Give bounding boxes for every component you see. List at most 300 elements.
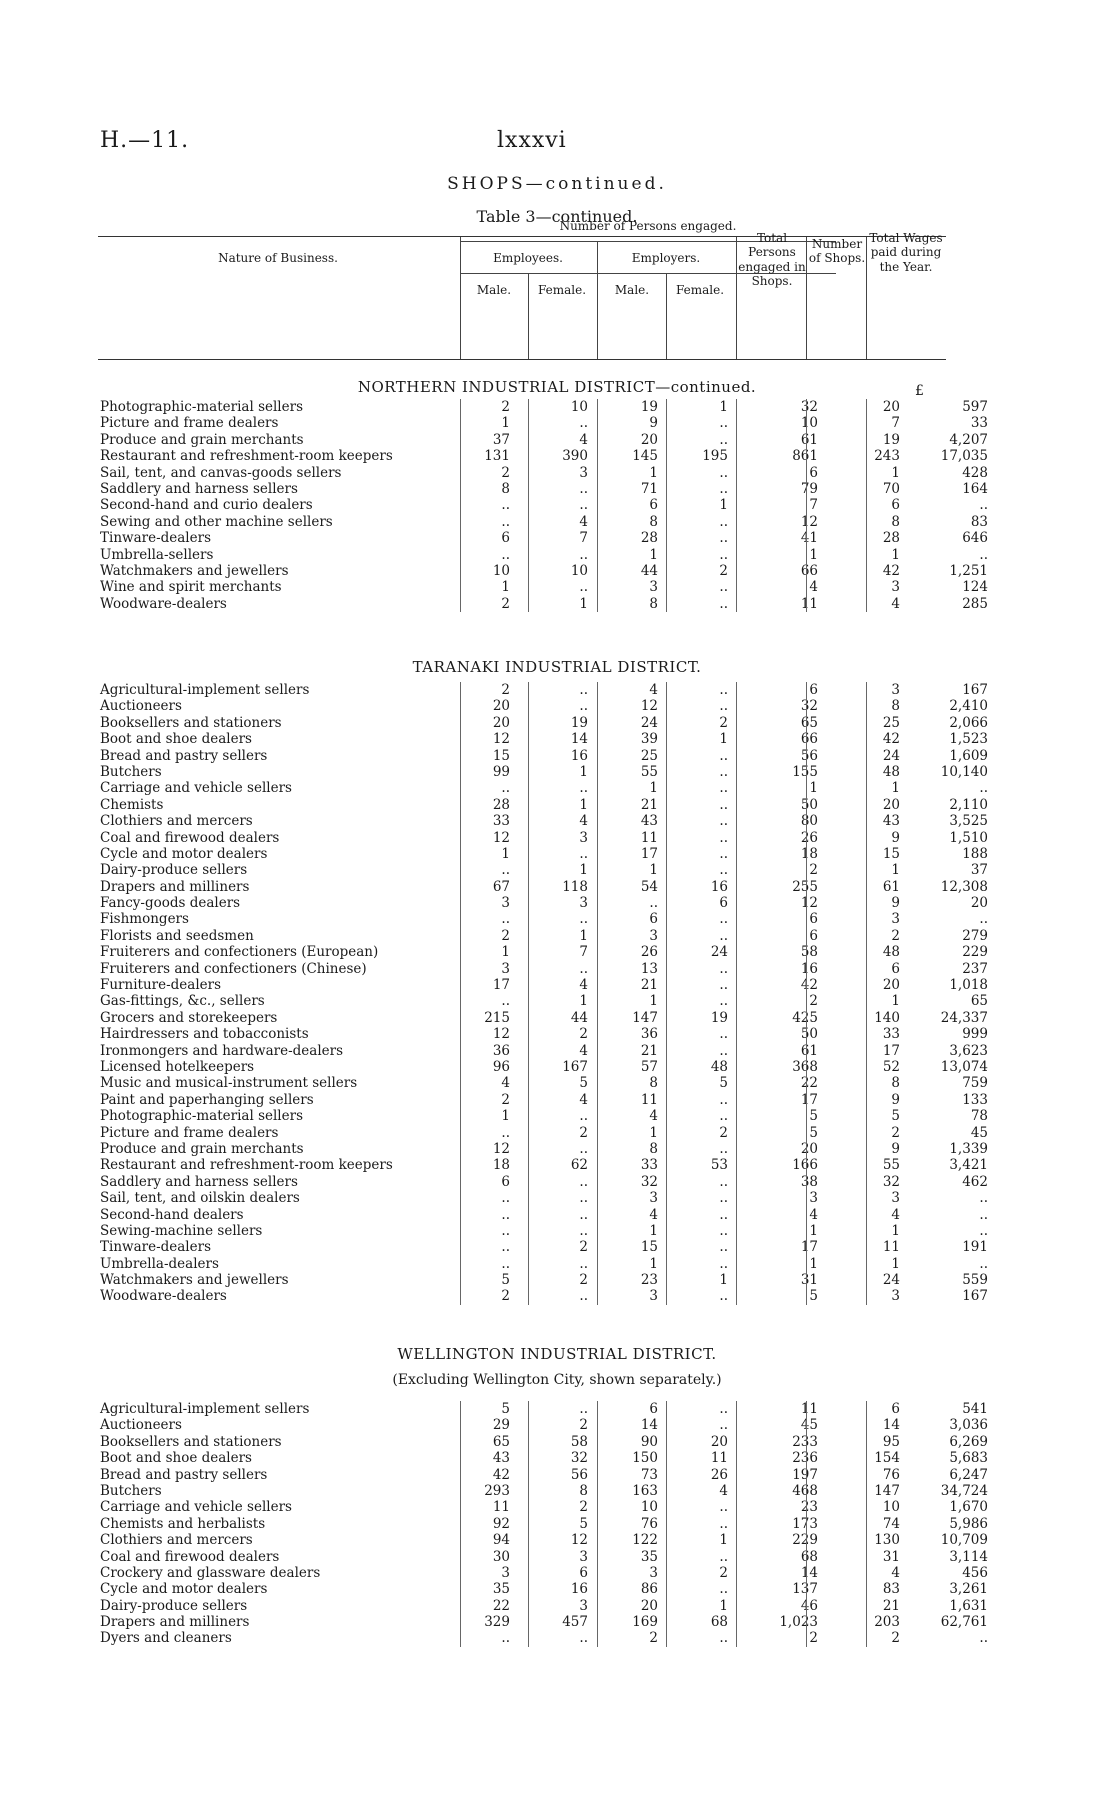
employers-male: 21	[640, 1042, 658, 1059]
employers-female: 1	[719, 1532, 728, 1549]
table-row	[98, 780, 988, 797]
number-of-shops: 1	[891, 1222, 900, 1239]
column-rule	[666, 1401, 667, 1647]
header-employees: Employees.	[493, 251, 563, 265]
employers-female: 1	[719, 497, 728, 514]
employees-female: ..	[579, 1206, 588, 1223]
employees-male: ..	[501, 1630, 510, 1647]
business-name: Music and musical-instrument sellers	[100, 1075, 358, 1092]
business-name: Sewing and other machine sellers	[100, 513, 333, 530]
business-name: Butchers	[100, 1482, 162, 1499]
total-wages: 191	[962, 1239, 988, 1256]
employers-male: 8	[649, 513, 658, 530]
table-row	[98, 415, 988, 432]
table-row	[98, 1597, 988, 1614]
total-wages: 188	[962, 845, 988, 862]
business-name: Cycle and motor dealers	[100, 1581, 268, 1598]
number-of-shops: 8	[891, 698, 900, 715]
business-name: Second-hand dealers	[100, 1206, 244, 1223]
employees-female: 2	[579, 1499, 588, 1516]
number-of-shops: 130	[874, 1532, 900, 1549]
total-wages: 3,525	[949, 813, 988, 830]
employers-male: 3	[649, 1564, 658, 1581]
business-name: Agricultural-implement sellers	[100, 682, 310, 698]
number-of-shops: 243	[874, 448, 900, 465]
number-of-shops: 20	[882, 796, 900, 813]
table-row	[98, 927, 988, 944]
business-name: Auctioneers	[100, 698, 182, 715]
employees-male: 5	[501, 1401, 510, 1417]
table-row	[98, 1140, 988, 1157]
business-name: Drapers and milliners	[100, 1614, 250, 1631]
total-wages: 759	[962, 1075, 988, 1092]
employees-female: 3	[579, 895, 588, 912]
employees-female: 3	[579, 829, 588, 846]
table-row	[98, 714, 988, 731]
total-wages: 3,421	[949, 1157, 988, 1174]
employees-female: ..	[579, 1630, 588, 1647]
total-persons: 18	[800, 845, 818, 862]
employees-male: 20	[492, 698, 510, 715]
employers-female: 48	[710, 1058, 728, 1075]
table-row	[98, 977, 988, 994]
employees-male: ..	[501, 862, 510, 879]
employees-male: 6	[501, 530, 510, 547]
employees-male: ..	[501, 780, 510, 797]
employers-female: ..	[719, 595, 728, 612]
number-of-shops: 48	[882, 944, 900, 961]
employers-male: 9	[649, 415, 658, 432]
table-row	[98, 1009, 988, 1026]
employees-male: ..	[501, 1239, 510, 1256]
total-wages: 2,066	[949, 714, 988, 731]
total-wages: ..	[979, 1630, 988, 1647]
employees-female: 10	[570, 399, 588, 415]
number-of-shops: 3	[891, 1288, 900, 1305]
employees-female: 19	[570, 714, 588, 731]
total-persons: 155	[792, 763, 818, 780]
employees-male: 3	[501, 1564, 510, 1581]
table-row	[98, 1417, 988, 1434]
number-of-shops: 147	[874, 1482, 900, 1499]
total-wages: 1,251	[949, 562, 988, 579]
column-rule	[866, 682, 867, 1305]
employers-male: 12	[640, 698, 658, 715]
employers-male: 11	[640, 1091, 658, 1108]
employees-male: 11	[492, 1499, 510, 1516]
total-persons: 368	[792, 1058, 818, 1075]
employees-male: 17	[492, 977, 510, 994]
business-name: Fishmongers	[100, 911, 189, 928]
number-of-shops: 3	[891, 1190, 900, 1207]
employees-female: 4	[579, 813, 588, 830]
number-of-shops: 33	[882, 1026, 900, 1043]
total-wages: ..	[979, 1255, 988, 1272]
employees-female: 4	[579, 1042, 588, 1059]
employers-male: 20	[640, 1597, 658, 1614]
employers-female: ..	[719, 1108, 728, 1125]
employees-female: ..	[579, 546, 588, 563]
employers-male: 4	[649, 682, 658, 698]
table-row	[98, 546, 988, 563]
business-name: Produce and grain merchants	[100, 1140, 304, 1157]
total-wages: 78	[970, 1108, 988, 1125]
employers-female: ..	[719, 1581, 728, 1598]
number-of-shops: 3	[891, 579, 900, 596]
number-of-shops: 32	[882, 1173, 900, 1190]
business-name: Bread and pastry sellers	[100, 747, 268, 764]
total-persons: 58	[800, 944, 818, 961]
total-wages: 3,261	[949, 1581, 988, 1598]
number-of-shops: 6	[891, 1401, 900, 1417]
number-of-shops: 55	[882, 1157, 900, 1174]
employees-male: ..	[501, 1124, 510, 1141]
number-of-shops: 1	[891, 1255, 900, 1272]
employees-male: 43	[492, 1450, 510, 1467]
employers-female: ..	[719, 763, 728, 780]
table-row	[98, 1499, 988, 1516]
business-name: Sail, tent, and canvas-goods sellers	[100, 464, 342, 481]
employers-male: 33	[640, 1157, 658, 1174]
number-of-shops: 95	[882, 1433, 900, 1450]
employers-female: ..	[719, 1630, 728, 1647]
employers-female: 53	[710, 1157, 728, 1174]
employees-female: 3	[579, 464, 588, 481]
column-rule	[806, 399, 807, 612]
column-rule	[666, 399, 667, 612]
table-row	[98, 1630, 988, 1647]
employees-male: 1	[501, 1108, 510, 1125]
employees-female: 1	[579, 927, 588, 944]
total-wages: 4,207	[949, 431, 988, 448]
employers-female: ..	[719, 1140, 728, 1157]
employees-female: ..	[579, 911, 588, 928]
employees-male: 92	[492, 1515, 510, 1532]
table-row	[98, 1614, 988, 1631]
total-persons: 468	[792, 1482, 818, 1499]
table-row	[98, 796, 988, 813]
employees-male: ..	[501, 1206, 510, 1223]
employers-female: ..	[719, 464, 728, 481]
business-name: Watchmakers and jewellers	[100, 1272, 289, 1289]
total-wages: 33	[970, 415, 988, 432]
employers-female: ..	[719, 682, 728, 698]
employees-female: 2	[579, 1124, 588, 1141]
number-of-shops: 8	[891, 513, 900, 530]
number-of-shops: 61	[882, 878, 900, 895]
number-of-shops: 5	[891, 1108, 900, 1125]
employers-male: 54	[640, 878, 658, 895]
total-persons: 22	[800, 1075, 818, 1092]
column-rule	[528, 1401, 529, 1647]
employers-male: 86	[640, 1581, 658, 1598]
number-of-shops: 2	[891, 1630, 900, 1647]
total-wages: ..	[979, 780, 988, 797]
table-row	[98, 1222, 988, 1239]
employees-female: ..	[579, 415, 588, 432]
employees-male: 94	[492, 1532, 510, 1549]
number-of-shops: 4	[891, 1564, 900, 1581]
total-wages: 10,709	[940, 1532, 988, 1549]
total-persons: 10	[800, 415, 818, 432]
employers-female: ..	[719, 1222, 728, 1239]
business-name: Bread and pastry sellers	[100, 1466, 268, 1483]
table-row	[98, 1075, 988, 1092]
employees-female: 3	[579, 1548, 588, 1565]
employees-female: ..	[579, 480, 588, 497]
employees-female: 4	[579, 513, 588, 530]
section-rows	[98, 1401, 988, 1647]
total-persons: 56	[800, 747, 818, 764]
employees-female: 2	[579, 1026, 588, 1043]
business-name: Watchmakers and jewellers	[100, 562, 289, 579]
column-rule	[666, 682, 667, 1305]
employees-female: ..	[579, 1401, 588, 1417]
total-persons: 5	[809, 1288, 818, 1305]
table-row	[98, 698, 988, 715]
employees-male: 28	[492, 796, 510, 813]
number-of-shops: 8	[891, 1075, 900, 1092]
total-wages: 1,339	[949, 1140, 988, 1157]
employers-female: ..	[719, 1091, 728, 1108]
total-persons: 197	[792, 1466, 818, 1483]
total-persons: 2	[809, 1630, 818, 1647]
employees-female: 6	[579, 1564, 588, 1581]
employees-female: ..	[579, 682, 588, 698]
employees-male: ..	[501, 513, 510, 530]
employers-male: 44	[640, 562, 658, 579]
employees-female: ..	[579, 960, 588, 977]
employers-male: 36	[640, 1026, 658, 1043]
business-name: Tinware-dealers	[100, 1239, 211, 1256]
business-name: Hairdressers and tobacconists	[100, 1026, 309, 1043]
table-row	[98, 1239, 988, 1256]
employees-male: ..	[501, 1190, 510, 1207]
employers-female: 20	[710, 1433, 728, 1450]
employees-female: 44	[570, 1009, 588, 1026]
employers-female: 11	[710, 1450, 728, 1467]
total-persons: 41	[800, 530, 818, 547]
table-row	[98, 1532, 988, 1549]
employers-female: ..	[719, 1026, 728, 1043]
employees-female: 16	[570, 747, 588, 764]
total-wages: 6,247	[949, 1466, 988, 1483]
total-wages: 999	[962, 1026, 988, 1043]
employers-female: ..	[719, 1173, 728, 1190]
total-persons: 68	[800, 1548, 818, 1565]
employers-male: 145	[632, 448, 658, 465]
employers-male: 39	[640, 731, 658, 748]
employers-female: ..	[719, 829, 728, 846]
employers-male: 3	[649, 1288, 658, 1305]
total-persons: 42	[800, 977, 818, 994]
table-row	[98, 513, 988, 530]
number-of-shops: 24	[882, 747, 900, 764]
employers-male: 8	[649, 595, 658, 612]
business-name: Ironmongers and hardware-dealers	[100, 1042, 344, 1059]
business-name: Fruiterers and confectioners (Chinese)	[100, 960, 367, 977]
total-wages: 45	[970, 1124, 988, 1141]
employers-male: 25	[640, 747, 658, 764]
employers-female: ..	[719, 1417, 728, 1434]
column-rule	[736, 682, 737, 1305]
column-rule	[866, 399, 867, 612]
section-title: WELLINGTON INDUSTRIAL DISTRICT.	[397, 1345, 717, 1363]
business-name: Picture and frame dealers	[100, 1124, 279, 1141]
business-name: Agricultural-implement sellers	[100, 1401, 310, 1417]
employees-female: 2	[579, 1272, 588, 1289]
employers-female: 2	[719, 1564, 728, 1581]
total-wages: 5,986	[949, 1515, 988, 1532]
table-row	[98, 1042, 988, 1059]
table-row	[98, 1433, 988, 1450]
total-wages: 133	[962, 1091, 988, 1108]
total-wages: 597	[962, 399, 988, 415]
employees-male: ..	[501, 1255, 510, 1272]
total-persons: 61	[800, 431, 818, 448]
total-wages: 20	[970, 895, 988, 912]
employees-male: 215	[484, 1009, 510, 1026]
employees-female: 8	[579, 1482, 588, 1499]
total-wages: 3,036	[949, 1417, 988, 1434]
employers-male: ..	[649, 895, 658, 912]
total-wages: 1,018	[949, 977, 988, 994]
employers-male: 6	[649, 1401, 658, 1417]
employers-female: 6	[719, 895, 728, 912]
business-name: Dyers and cleaners	[100, 1630, 232, 1647]
employees-female: ..	[579, 497, 588, 514]
total-persons: 1	[809, 1255, 818, 1272]
employers-male: 150	[632, 1450, 658, 1467]
employees-female: 1	[579, 993, 588, 1010]
number-of-shops: 1	[891, 780, 900, 797]
employees-male: ..	[501, 497, 510, 514]
employers-female: ..	[719, 480, 728, 497]
employees-male: 29	[492, 1417, 510, 1434]
employers-male: 1	[649, 993, 658, 1010]
total-persons: 233	[792, 1433, 818, 1450]
employers-male: 1	[649, 1222, 658, 1239]
employers-female: ..	[719, 1515, 728, 1532]
employees-female: 16	[570, 1581, 588, 1598]
table-row	[98, 993, 988, 1010]
employees-male: 12	[492, 731, 510, 748]
employees-male: 329	[484, 1614, 510, 1631]
number-of-shops: 9	[891, 1140, 900, 1157]
business-name: Tinware-dealers	[100, 530, 211, 547]
employees-male: 12	[492, 1140, 510, 1157]
employees-female: 56	[570, 1466, 588, 1483]
number-of-shops: 76	[882, 1466, 900, 1483]
employees-female: ..	[579, 1108, 588, 1125]
table-row	[98, 1026, 988, 1043]
total-wages: 17,035	[940, 448, 988, 465]
employees-male: 2	[501, 927, 510, 944]
total-wages: 229	[962, 944, 988, 961]
employers-female: ..	[719, 579, 728, 596]
total-persons: 166	[792, 1157, 818, 1174]
employees-female: 10	[570, 562, 588, 579]
employers-female: 2	[719, 714, 728, 731]
total-persons: 1	[809, 1222, 818, 1239]
employers-female: 4	[719, 1482, 728, 1499]
section-note: (Excluding Wellington City, shown separately.)	[392, 1372, 722, 1388]
business-name: Second-hand and curio dealers	[100, 497, 313, 514]
table-row	[98, 562, 988, 579]
number-of-shops: 7	[891, 415, 900, 432]
employees-male: 8	[501, 480, 510, 497]
table-row	[98, 497, 988, 514]
number-of-shops: 19	[882, 431, 900, 448]
number-of-shops: 10	[882, 1499, 900, 1516]
employees-female: 3	[579, 1597, 588, 1614]
table-row	[98, 399, 988, 415]
table-row	[98, 862, 988, 879]
number-of-shops: 25	[882, 714, 900, 731]
employers-female: ..	[719, 780, 728, 797]
employers-male: 3	[649, 1190, 658, 1207]
table-row	[98, 1124, 988, 1141]
table-row	[98, 1548, 988, 1565]
total-persons: 11	[800, 595, 818, 612]
total-persons: 1	[809, 546, 818, 563]
employees-male: 3	[501, 960, 510, 977]
business-name: Booksellers and stationers	[100, 1433, 282, 1450]
column-rule	[460, 682, 461, 1305]
employers-female: 1	[719, 1272, 728, 1289]
total-persons: 137	[792, 1581, 818, 1598]
employees-female: 390	[562, 448, 588, 465]
employers-male: 14	[640, 1417, 658, 1434]
section-title: TARANAKI INDUSTRIAL DISTRICT.	[412, 658, 702, 676]
employers-male: 11	[640, 829, 658, 846]
employees-male: 12	[492, 1026, 510, 1043]
employees-male: 293	[484, 1482, 510, 1499]
employers-female: 26	[710, 1466, 728, 1483]
table-row	[98, 911, 988, 928]
business-name: Grocers and storekeepers	[100, 1009, 278, 1026]
section-title: NORTHERN INDUSTRIAL DISTRICT—continued.	[357, 378, 757, 396]
number-of-shops: 17	[882, 1042, 900, 1059]
number-of-shops: 15	[882, 845, 900, 862]
number-of-shops: 74	[882, 1515, 900, 1532]
employers-female: ..	[719, 530, 728, 547]
column-rule	[528, 682, 529, 1305]
total-persons: 5	[809, 1124, 818, 1141]
total-wages: ..	[979, 497, 988, 514]
employees-male: 12	[492, 829, 510, 846]
table-row	[98, 731, 988, 748]
section-rows	[98, 682, 988, 1305]
employers-male: 23	[640, 1272, 658, 1289]
table-row	[98, 1401, 988, 1417]
table-row	[98, 944, 988, 961]
table-row	[98, 1206, 988, 1223]
table-subtitle: Table 3—continued.	[476, 207, 638, 226]
number-of-shops: 1	[891, 464, 900, 481]
header-employers: Employers.	[631, 251, 701, 265]
business-name: Sail, tent, and oilskin dealers	[100, 1190, 300, 1207]
total-persons: 1	[809, 780, 818, 797]
business-name: Sewing-machine sellers	[100, 1222, 263, 1239]
business-name: Fruiterers and confectioners (European)	[100, 944, 379, 961]
total-persons: 65	[800, 714, 818, 731]
total-persons: 66	[800, 731, 818, 748]
number-of-shops: 6	[891, 497, 900, 514]
number-of-shops: 3	[891, 911, 900, 928]
number-of-shops: 21	[882, 1597, 900, 1614]
header-number-of-shops: Number of Shops.	[808, 237, 866, 266]
